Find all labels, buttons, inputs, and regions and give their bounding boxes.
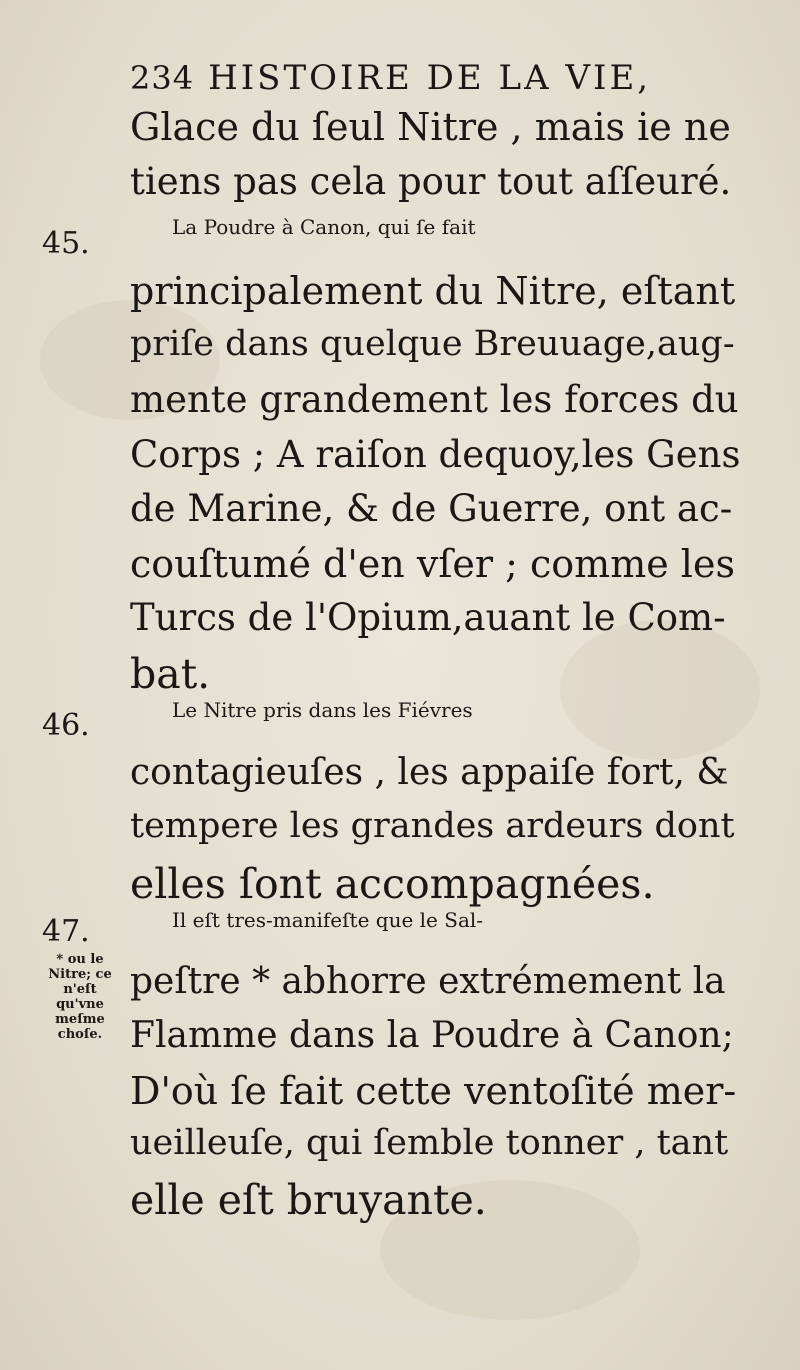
margin-note-line: Nitre; ce [48, 967, 112, 982]
text-line: peſtre * abhorre extrémement la [130, 961, 726, 1002]
text-line: Turcs de l'Opium,auant le Com- [130, 596, 726, 639]
text-line: priſe dans quelque Breuuage,aug- [130, 324, 735, 364]
paragraph-number: 45. [42, 226, 90, 261]
margin-note-line: meſme [55, 1012, 105, 1027]
text-line: principalement du Nitre, eſtant [130, 269, 736, 313]
text-line: Le Nitre pris dans les Fiévres [172, 698, 473, 722]
text-line: Corps ; A raiſon dequoy,les Gens [130, 433, 741, 476]
margin-note-line: * ou le [56, 952, 104, 967]
text-line: elles ſont accompagnées. [130, 860, 655, 908]
margin-note-line: qu'vne [56, 997, 104, 1012]
text-line: mente grandement les forces du [130, 378, 739, 421]
text-line: Il eſt tres-manifeſte que le Sal- [172, 908, 484, 932]
text-line: bat. [130, 650, 211, 698]
paragraph-number: 46. [42, 708, 90, 743]
margin-note [34, 952, 126, 1042]
text-line: couſtumé d'en vſer ; comme les [130, 542, 735, 586]
running-title: HISTOIRE DE LA VIE, [208, 58, 652, 98]
text-line: tempere les grandes ardeurs dont [130, 806, 735, 846]
text-line: contagieuſes , les appaiſe fort, & [130, 752, 729, 793]
margin-note-line: n'eſt [63, 982, 97, 997]
text-line: Flamme dans la Poudre à Canon; [130, 1015, 734, 1056]
text-line: D'où ſe fait cette ventoſité mer- [130, 1069, 737, 1113]
text-line: La Poudre à Canon, qui ſe fait [172, 215, 476, 239]
text-line: de Marine, & de Guerre, ont ac- [130, 487, 733, 530]
running-header [130, 58, 730, 98]
text-line: Glace du ſeul Nitre , mais ie ne [130, 105, 731, 149]
text-line: ueilleuſe, qui ſemble tonner , tant [130, 1123, 729, 1163]
paragraph-number: 47. [42, 914, 90, 949]
text-line: tiens pas cela pour tout aſſeuré. [130, 160, 732, 203]
page-number: 234 [130, 59, 195, 97]
margin-note-line: choſe. [57, 1027, 103, 1042]
text-line: elle eſt bruyante. [130, 1176, 487, 1224]
